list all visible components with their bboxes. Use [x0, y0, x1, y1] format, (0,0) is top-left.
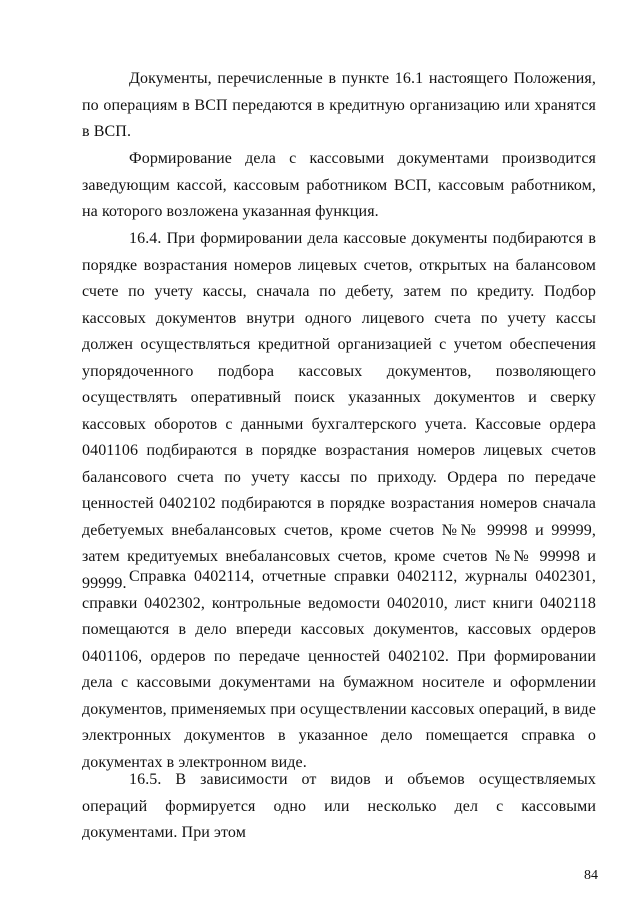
paragraph-documents-vsp: Документы, перечисленные в пункте 16.1 настоящего Положения, по операциям в ВСП передаются в кредитную организацию или хранятся в ВСП. [82, 70, 596, 140]
paragraph-16-4: 16.4. При формировании дела кассовые документы подбираются в порядке возрастания номеров лицевых счетов, открытых на балансовом счете по учету кассы, сначала по дебету, затем по кредиту. Подбор кассовых документов внутри одного лицевого счета по учету кассы должен осуществляться кредитной организацией с учетом обеспечения упорядоченного подбора кассовых документов, позволяющего осуществлять оперативный поиск указанных документов и сверку кассовых оборотов с данными бухгалтерского учета. Кассовые ордера 0401106 подбираются в порядке возрастания номеров лицевых счетов балансового счета по учету кассы по приходу. Ордера по передаче ценностей 0402102 подбираются в порядке возрастания номеров сначала дебетуемых внебалансовых счетов, кроме счетов №№ 99998 и 99999, затем кредитуемых внебалансовых счетов, кроме счетов №№ 99998 и 99999. [82, 230, 596, 592]
paragraph-16-5: 16.5. В зависимости от видов и объемов осуществляемых операций формируется одно или несколько дел с кассовыми документами. При этом [82, 771, 596, 841]
paragraph-certificates: Справка 0402114, отчетные справки 0402112, журналы 0402301, справки 0402302, контрольные ведомости 0402010, лист книги 0402118 помещаются в дело впереди кассовых документов, кассовых ордеров 0401106, ордеров по передаче ценностей 0402102. При формировании дела с кассовыми документами на бумажном носителе и оформлении документов, применяемых при осуществлении кассовых операций, в виде электронных документов в указанное дело помещается справка о документах в электронном виде. [82, 568, 596, 771]
page-number: 84 [584, 868, 598, 883]
paragraph-case-formation: Формирование дела с кассовыми документами производится заведующим кассой, кассовым работником ВСП, кассовым работником, на которого возложена указанная функция. [82, 150, 596, 220]
